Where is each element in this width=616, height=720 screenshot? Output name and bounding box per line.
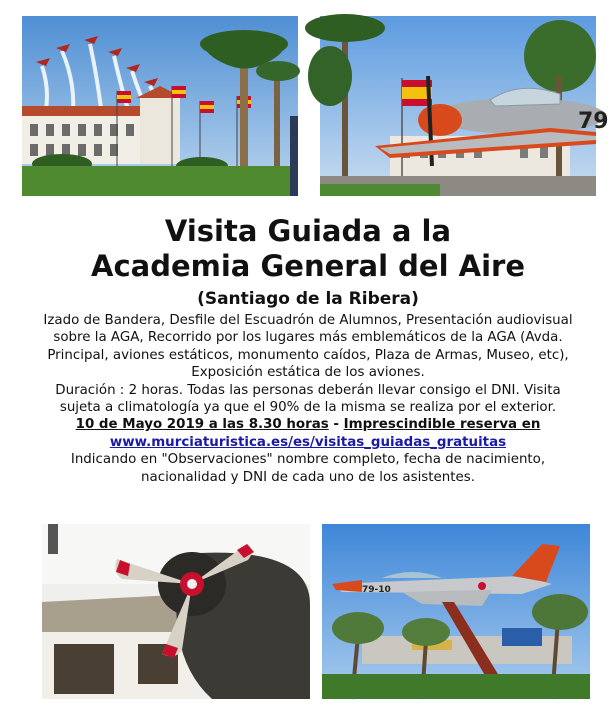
- plane-number-79: 79: [578, 109, 609, 134]
- instructions-line: Indicando en "Observaciones" nombre completo, fecha de nacimiento,: [70, 452, 546, 468]
- event-announcement: [0, 214, 616, 486]
- duration-line: sujeta a climatología ya que el 90% de la misma se realiza por el exterior.: [59, 400, 557, 416]
- instructions-line: nacionalidad y DNI de cada uno de los asistentes.: [141, 469, 475, 485]
- description-line: Exposición estática de los aviones.: [191, 365, 425, 381]
- photo-propeller-closeup: [42, 524, 310, 699]
- title-line-2: Academia General del Aire: [91, 249, 525, 283]
- photo-static-propeller-plane: [320, 16, 609, 196]
- description-line: sobre la AGA, Recorrido por los lugares más emblemáticos de la AGA (Avda.: [53, 330, 563, 346]
- event-description: [0, 312, 616, 486]
- photo-academy-flyover: [22, 16, 298, 196]
- separator-dash: -: [328, 417, 344, 433]
- booking-link-line: [0, 434, 616, 451]
- booking-required-note: Imprescindible reserva en: [343, 417, 541, 433]
- plane-number-79-10: 79-10: [362, 585, 391, 595]
- date-booking-line: [0, 416, 616, 433]
- duration-line: Duración : 2 horas. Todas las personas deberán llevar consigo el DNI. Visita: [55, 382, 561, 398]
- title-line-1: Visita Guiada a la: [164, 214, 452, 248]
- booking-url-link[interactable]: www.murciaturistica.es/es/visitas_guiadas_gratuitas: [109, 434, 507, 450]
- description-line: Principal, aviones estáticos, monumento caídos, Plaza de Armas, Museo, etc),: [47, 347, 569, 363]
- subtitle-location: (Santiago de la Ribera): [197, 289, 419, 309]
- description-line: Izado de Bandera, Desfile del Escuadrón de Alumnos, Presentación audiovisual: [43, 313, 573, 328]
- page-title: [0, 214, 616, 284]
- event-date-time: 10 de Mayo 2019 a las 8.30 horas: [75, 417, 329, 433]
- photo-jet-monument: [322, 524, 590, 699]
